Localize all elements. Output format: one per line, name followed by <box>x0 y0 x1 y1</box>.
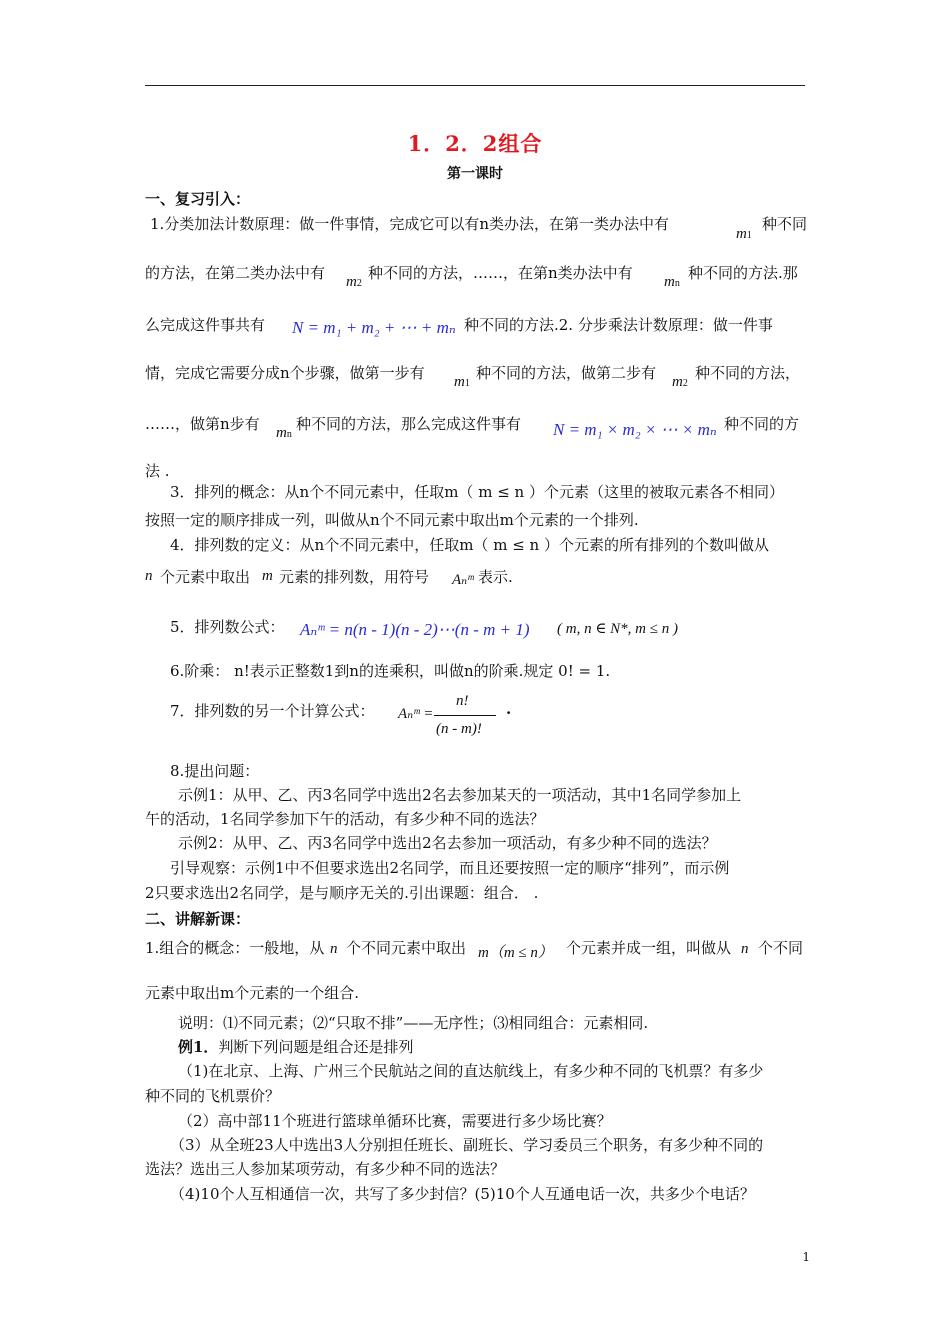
formula-product-rule: N = m₁ × m₂ × ⋯ × mₙ <box>553 420 717 439</box>
p1-line4c: 种不同的方法， <box>695 364 801 382</box>
math-m-le-n: m（m ≤ n） <box>478 945 553 961</box>
c1-line1d: 个不同 <box>758 939 804 957</box>
p4-line2d: 元素的排列数，用符号 <box>279 568 430 586</box>
example1-line2: 午的活动，1名同学参加下午的活动，有多少种不同的选法？ <box>145 810 545 828</box>
example1-line1: 示例1：从甲、乙、丙3名同学中选出2名去参加某天的一项活动，其中1名同学参加上 <box>178 786 742 804</box>
p4-line2b: 个元素中取出 <box>160 568 251 586</box>
formula-sum-rule: N = m₁ + m₂ + ⋯ + mₙ <box>292 318 456 337</box>
question3-line1: （3）从全班23人中选出3人分别担任班长、副班长、学习委员三个职务，有多少种不同的 <box>170 1136 764 1154</box>
example2: 示例2：从甲、乙、丙3名同学中选出2名去参加一项活动，有多少种不同的选法？ <box>178 834 717 852</box>
p1-line2b: 种不同的方法，……，在第n类办法中有 <box>368 264 633 282</box>
page-title: 1．2．2组合 <box>407 131 543 156</box>
fraction-denominator: (n - m)! <box>436 721 482 737</box>
c1-line2: 元素中取出m个元素的一个组合. <box>145 984 359 1002</box>
math-mn: mn <box>664 274 680 290</box>
p1-line1-tail: 种不同 <box>762 215 808 233</box>
math-m2-b: m2 <box>672 374 688 390</box>
example1-label: 例1． <box>178 1038 219 1056</box>
p7-lhs: Aₙᵐ = <box>398 706 434 722</box>
formula-arrangement: Aₙᵐ = n(n - 1)(n - 2)⋯(n - m + 1) <box>300 620 530 639</box>
p3-line1: 3．排列的概念：从n个不同元素中，任取m（ m ≤ n ）个元素（这里的被取元素各不相同） <box>170 483 784 501</box>
question1-line2: 种不同的飞机票价？ <box>145 1087 281 1105</box>
p1-line4b: 种不同的方法，做第二步有 <box>476 364 657 382</box>
fraction-bar <box>434 715 496 716</box>
p1-line3b: 种不同的方法.2. 分步乘法计数原理：做一件事 <box>464 316 773 334</box>
page-number: 1 <box>802 1250 810 1264</box>
p3-line2: 按照一定的顺序排成一列，叫做从n个不同元素中取出m个元素的一个排列. <box>145 511 639 529</box>
c1-line1b: 个不同元素中取出 <box>346 939 467 957</box>
c1-line1a: 1.组合的概念：一般地，从 <box>145 939 325 957</box>
header-rule <box>145 85 805 86</box>
question2: （2）高中部11个班进行篮球单循环比赛，需要进行多少场比赛？ <box>178 1112 612 1130</box>
math-m: m <box>262 568 273 584</box>
example1-text: 判断下列问题是组合还是排列 <box>218 1038 414 1056</box>
math-m1: m1 <box>736 226 752 242</box>
p1-line6: 法 . <box>145 462 170 480</box>
p1-line5c: 种不同的方 <box>724 415 800 433</box>
p1-line2a: 的方法，在第二类办法中有 <box>145 264 326 282</box>
guide-line2: 2只要求选出2名同学，是与顺序无关的.引出课题：组合． . <box>145 884 539 902</box>
p7-tail: . <box>506 700 512 718</box>
fraction-factorial <box>434 693 498 745</box>
p1-line2c: 种不同的方法.那 <box>688 264 798 282</box>
math-n-c1: n <box>330 941 338 957</box>
page-subtitle: 第一课时 <box>447 166 503 182</box>
p1-line5a: ……，做第n步有 <box>145 415 260 433</box>
example1-heading <box>178 1036 413 1057</box>
math-m2: m2 <box>346 274 362 290</box>
math-n-c1b: n <box>741 941 749 957</box>
note: 说明：⑴不同元素；⑵“只取不排”——无序性；⑶相同组合：元素相同. <box>178 1014 649 1032</box>
p1-line3a: 么完成这件事共有 <box>145 316 266 334</box>
symbol-arrangement: Aₙᵐ <box>452 572 474 588</box>
p8-label: 8.提出问题： <box>170 762 260 780</box>
fraction-numerator: n! <box>456 693 469 709</box>
guide-line1: 引导观察：示例1中不但要求选出2名同学，而且还要按照一定的顺序“排列”，而示例 <box>170 859 730 877</box>
question4-5: （4)10个人互相通信一次，共写了多少封信？(5)10个人互通电话一次，共多少个电话？ <box>170 1185 755 1203</box>
section-heading-review: 一、复习引入： <box>145 190 251 208</box>
p5-label: 5．排列数公式： <box>170 618 285 636</box>
p7-label: 7．排列数的另一个计算公式： <box>170 702 375 720</box>
question1-line1: （1)在北京、上海、广州三个民航站之间的直达航线上，有多少种不同的飞机票？有多少 <box>178 1062 764 1080</box>
math-m1-b: m1 <box>454 374 470 390</box>
formula-condition: ( m, n ∈ N*, m ≤ n ) <box>557 621 678 637</box>
p1-line4a: 情，完成它需要分成n个步骤，做第一步有 <box>145 364 425 382</box>
p4-line2e: 表示. <box>478 568 513 586</box>
p6-factorial: 6.阶乘： n!表示正整数1到n的连乘积，叫做n的阶乘.规定 0! = 1. <box>170 662 611 680</box>
c1-line1c: 个元素并成一组，叫做从 <box>566 939 732 957</box>
math-mn-b: mn <box>276 425 292 441</box>
section-heading-new: 二、讲解新课： <box>145 910 251 928</box>
p4-line1: 4．排列数的定义：从n个不同元素中，任取m（ m ≤ n ）个元素的所有排列的个数叫做从 <box>170 536 769 554</box>
p1-line1: 1.分类加法计数原理：做一件事情，完成它可以有n类办法，在第一类办法中有 <box>150 215 669 233</box>
math-n: n <box>145 568 153 584</box>
p1-line5b: 种不同的方法，那么完成这件事有 <box>296 415 522 433</box>
question3-line2: 选法？选出三人参加某项劳动，有多少种不同的选法？ <box>145 1160 506 1178</box>
